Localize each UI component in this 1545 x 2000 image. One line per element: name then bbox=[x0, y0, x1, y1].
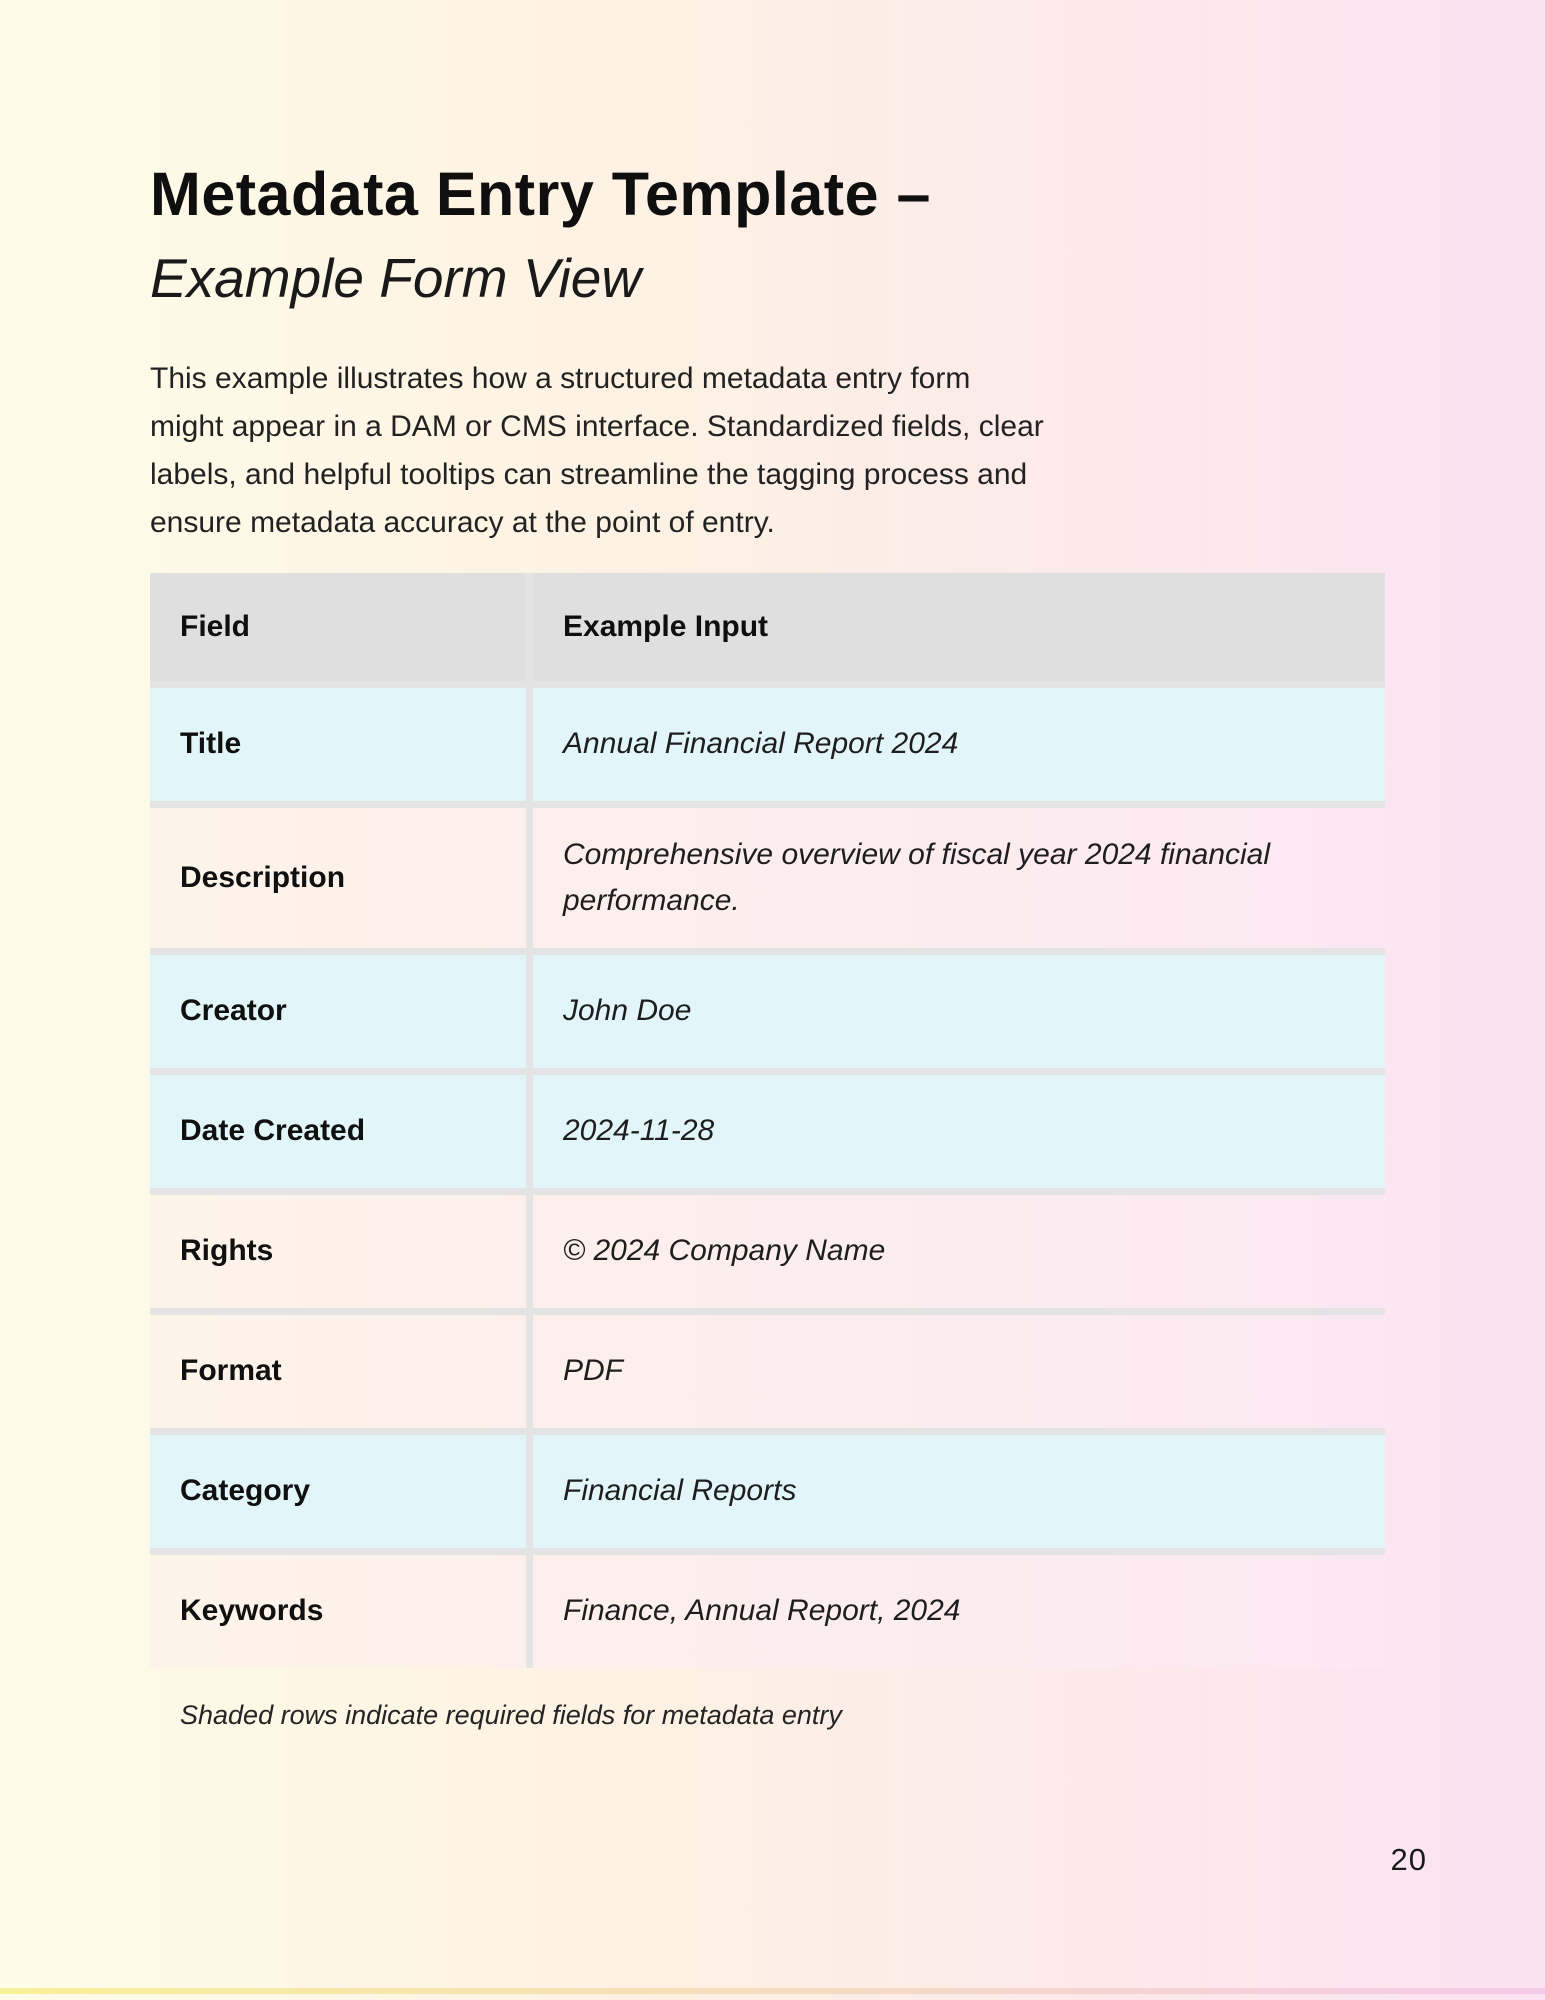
field-label: Rights bbox=[150, 1195, 533, 1308]
field-value: 2024-11-28 bbox=[563, 1114, 715, 1148]
field-value: Annual Financial Report 2024 bbox=[563, 727, 959, 761]
page-number: 20 bbox=[1390, 1842, 1427, 1877]
table-row bbox=[150, 808, 1385, 955]
table-row bbox=[150, 1555, 1385, 1668]
table-row bbox=[150, 1075, 1385, 1195]
intro-paragraph bbox=[150, 355, 1385, 547]
field-label: Description bbox=[150, 808, 533, 948]
field-label: Date Created bbox=[150, 1075, 533, 1188]
field-value: PDF bbox=[563, 1354, 623, 1388]
field-label: Format bbox=[150, 1315, 533, 1428]
table-header-row bbox=[150, 573, 1385, 688]
table-row bbox=[150, 688, 1385, 808]
intro-line: ensure metadata accuracy at the point of entry. bbox=[150, 505, 775, 539]
page-title: Metadata Entry Template – bbox=[150, 160, 931, 228]
table-row bbox=[150, 1195, 1385, 1315]
field-value: Financial Reports bbox=[563, 1474, 797, 1508]
field-label: Category bbox=[150, 1435, 533, 1548]
field-label: Creator bbox=[150, 955, 533, 1068]
table-footnote: Shaded rows indicate required fields for metadata entry bbox=[180, 1699, 842, 1730]
metadata-table bbox=[150, 573, 1385, 1668]
page-subtitle: Example Form View bbox=[150, 247, 642, 310]
field-value: Comprehensive overview of fiscal year 2024 financial performance. bbox=[563, 837, 1271, 917]
field-value: John Doe bbox=[563, 994, 692, 1028]
field-label: Keywords bbox=[150, 1555, 533, 1668]
table-row bbox=[150, 1435, 1385, 1555]
bottom-accent-strip bbox=[0, 1988, 1545, 1994]
column-header-field: Field bbox=[150, 573, 533, 681]
intro-line: This example illustrates how a structured metadata entry form bbox=[150, 361, 971, 395]
column-header-example-input: Example Input bbox=[563, 609, 769, 643]
field-value: © 2024 Company Name bbox=[563, 1234, 886, 1268]
intro-line: labels, and helpful tooltips can streamline the tagging process and bbox=[150, 457, 1028, 491]
field-label: Title bbox=[150, 688, 533, 801]
table-row bbox=[150, 955, 1385, 1075]
intro-line: might appear in a DAM or CMS interface. Standardized fields, clear bbox=[150, 409, 1044, 443]
table-body bbox=[150, 688, 1385, 1668]
table-row bbox=[150, 1315, 1385, 1435]
field-value: Finance, Annual Report, 2024 bbox=[563, 1594, 961, 1628]
